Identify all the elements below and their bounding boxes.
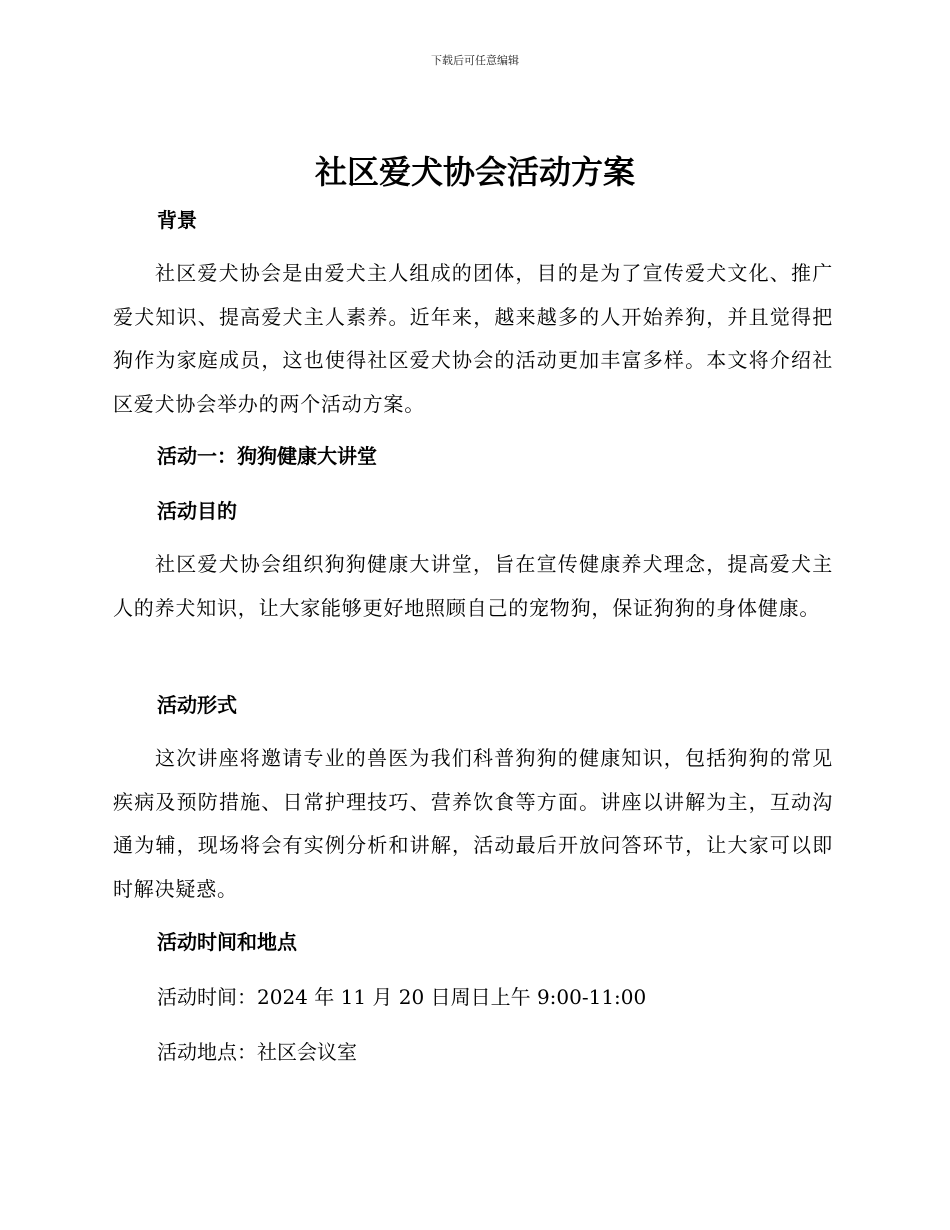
background-paragraph: 社区爱犬协会是由爱犬主人组成的团体，目的是为了宣传爱犬文化、推广爱犬知识、提高爱犬主人素养。近年来，越来越多的人开始养狗，并且觉得把狗作为家庭成员，这也使得社区爱犬协会的活动更加丰富多样。本文将介绍社区爱犬协会举办的两个活动方案。 <box>113 261 833 416</box>
purpose-paragraph: 社区爱犬协会组织狗狗健康大讲堂，旨在宣传健康养犬理念，提高爱犬主人的养犬知识，让大家能够更好地照顾自己的宠物狗，保证狗狗的身体健康。 <box>113 552 833 620</box>
activity-time-line: 活动时间：2024 年 11 月 20 日周日上午 9:00-11:00 <box>157 985 647 1009</box>
page-header-note: 下载后可任意编辑 <box>431 54 519 67</box>
activity-place-line: 活动地点：社区会议室 <box>157 1040 357 1064</box>
section-heading-time-place: 活动时间和地点 <box>157 930 297 954</box>
document-title: 社区爱犬协会活动方案 <box>314 153 635 191</box>
section-heading-purpose: 活动目的 <box>157 499 237 523</box>
section-heading-form: 活动形式 <box>157 693 237 717</box>
form-paragraph: 这次讲座将邀请专业的兽医为我们科普狗狗的健康知识，包括狗狗的常见疾病及预防措施、日常护理技巧、营养饮食等方面。讲座以讲解为主，互动沟通为辅，现场将会有实例分析和讲解，活动最后开放问答环节，让大家可以即时解决疑惑。 <box>113 746 833 901</box>
section-heading-background: 背景 <box>157 208 197 232</box>
section-heading-activity-one: 活动一：狗狗健康大讲堂 <box>157 444 377 468</box>
